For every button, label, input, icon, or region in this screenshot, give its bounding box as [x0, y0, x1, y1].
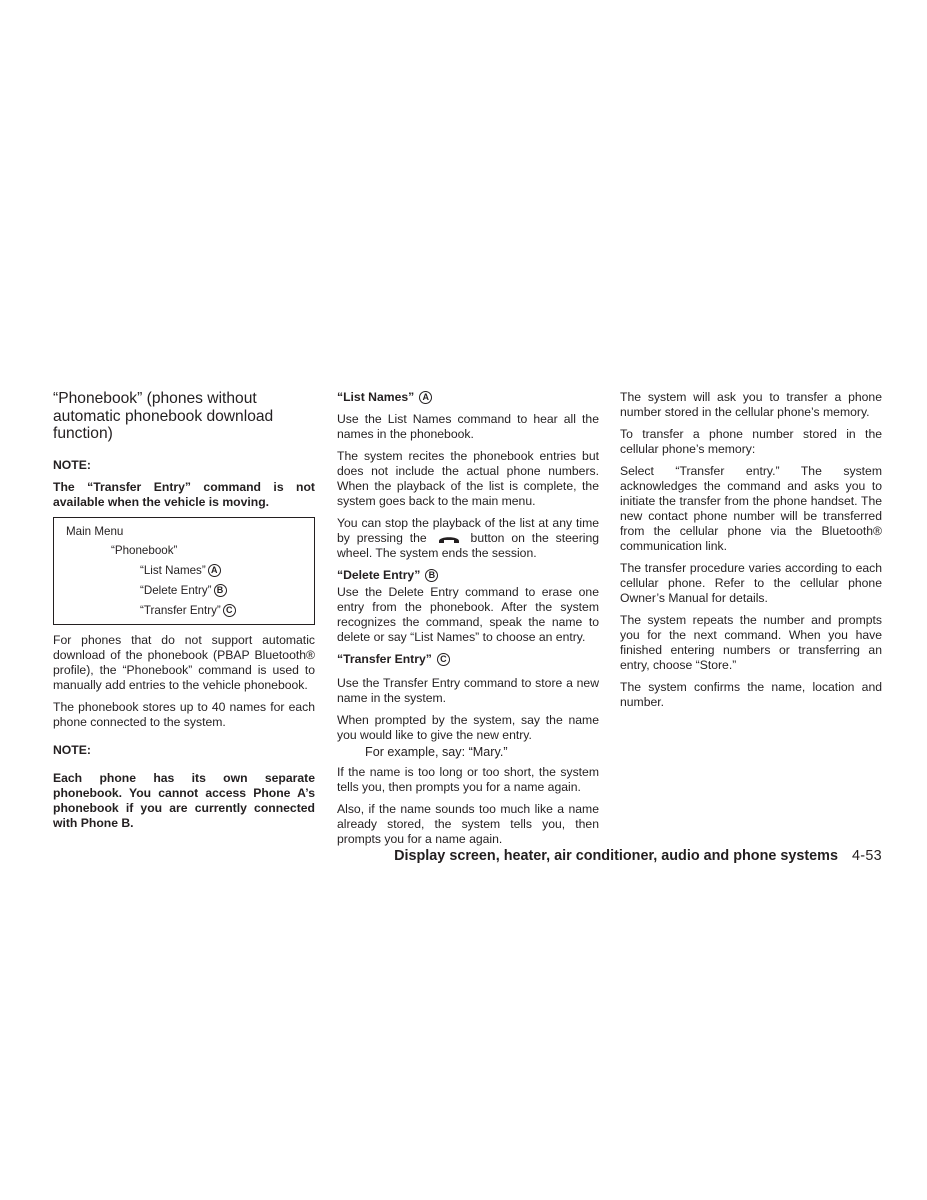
menu-main: Main Menu: [66, 524, 124, 538]
paragraph: When prompted by the system, say the name you would like to give the new entry.: [337, 713, 599, 742]
menu-tree-box: [53, 517, 315, 626]
paragraph: Use the Delete Entry command to erase one entry from the phonebook. After the system recognizes the command, speak the name to delete or say “List Names” to choose an entry.: [337, 585, 599, 644]
paragraph: The system will ask you to transfer a phone number stored in the cellular phone’s memory.: [620, 390, 882, 419]
paragraph: Also, if the name sounds too much like a name already stored, the system tells you, then prompts you for a name again.: [337, 802, 599, 846]
marker-c-icon: C: [223, 604, 236, 617]
menu-transfer-entry: “Transfer Entry” C: [66, 601, 314, 621]
paragraph: For phones that do not support automatic download of the phonebook (PBAP Bluetooth® profile), the “Phonebook” command is used to manually add entries to the vehicle phonebook.: [53, 633, 315, 693]
marker-b-icon: B: [425, 569, 438, 582]
marker-a-icon: A: [419, 391, 432, 404]
delete-entry-heading: “Delete Entry” B: [337, 568, 599, 583]
paragraph: Select “Transfer entry.” The system acknowledges the command and asks you to initiate the transfer from the phone handset. The new contact phone number will be transferred from the cellular phone via the Bluetooth® communication link.: [620, 464, 882, 553]
example-text: For example, say: “Mary.”: [365, 745, 508, 759]
paragraph: To transfer a phone number stored in the cellular phone’s memory:: [620, 427, 882, 456]
list-names-heading: “List Names” A: [337, 390, 599, 405]
paragraph: The system repeats the number and prompts you for the next command. When you have finished entering numbers or transferring an entry, choose “Store.”: [620, 613, 882, 672]
page-footer: [394, 848, 882, 864]
menu-phonebook: “Phonebook”: [111, 544, 178, 558]
section-title: “Phonebook” (phones without automatic phonebook download function): [53, 390, 274, 442]
marker-b-icon: B: [214, 584, 227, 597]
left-column: [53, 390, 315, 838]
page-number: 4-53: [851, 848, 882, 864]
right-column: [620, 390, 882, 717]
phone-hangup-icon: [438, 534, 460, 544]
marker-a-icon: A: [208, 564, 221, 577]
transfer-entry-heading: “Transfer Entry” C: [337, 652, 599, 667]
paragraph: The system recites the phonebook entries but does not include the actual phone numbers. When the playback of the list is complete, the system goes back to the main menu.: [337, 449, 599, 508]
note-label: NOTE:: [53, 743, 91, 758]
note-text: Each phone has its own separate phonebook. You cannot access Phone A’s phonebook if you are currently connected with Phone B.: [53, 771, 315, 831]
middle-column: [337, 390, 599, 854]
paragraph: If the name is too long or too short, the system tells you, then prompts you for a name again.: [337, 765, 599, 794]
paragraph: Use the Transfer Entry command to store a new name in the system.: [337, 676, 599, 705]
paragraph: You can stop the playback of the list at any time by pressing the button on the steering wheel. The system ends the session.: [337, 516, 600, 560]
paragraph: The transfer procedure varies according to each cellular phone. Refer to the cellular phone Owner’s Manual for details.: [620, 561, 882, 605]
marker-c-icon: C: [437, 653, 450, 666]
note-label: NOTE:: [53, 457, 91, 472]
footer-section-title: Display screen, heater, air conditioner, audio and phone systems: [394, 848, 838, 864]
menu-delete-entry: “Delete Entry” B: [66, 581, 314, 601]
menu-list-names: “List Names” A: [66, 561, 314, 581]
paragraph: Use the List Names command to hear all the names in the phonebook.: [337, 412, 599, 441]
note-text: The “Transfer Entry” command is not available when the vehicle is moving.: [53, 479, 315, 509]
paragraph: The system confirms the name, location and number.: [620, 680, 882, 709]
paragraph: The phonebook stores up to 40 names for each phone connected to the system.: [53, 700, 315, 730]
